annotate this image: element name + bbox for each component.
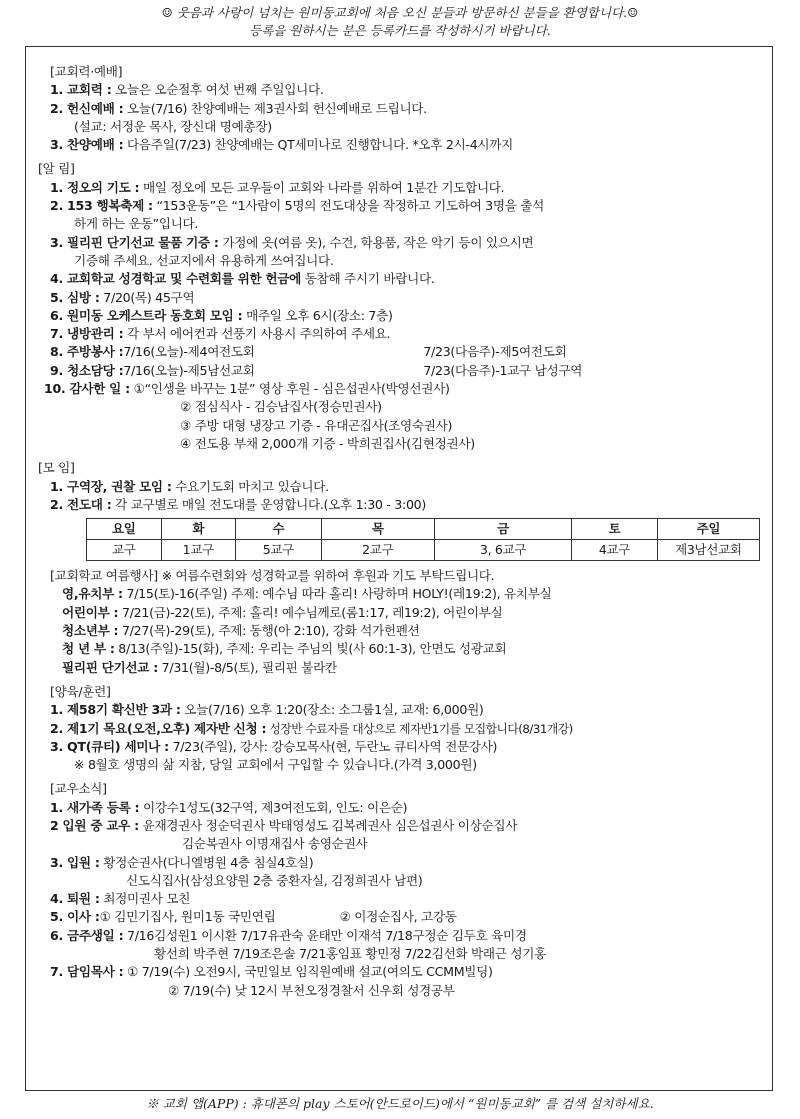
item-label: 필리핀 단기선교 : [62, 659, 158, 675]
table-cell: 교구 [87, 540, 162, 561]
item-text: 7/21(금)-22(토), 주제: 홀리! 예수님께로(롬1:17, 레19:2), 어린이부실 [118, 604, 503, 620]
item-label: 7. 담임목사 : [50, 964, 124, 980]
section-title: [모 임] [38, 460, 75, 476]
item-label: 8. 주방봉사 : [50, 344, 124, 360]
table-header-cell: 토 [572, 519, 658, 540]
item-label: 5. 이사 : [50, 909, 100, 925]
item-label: 영,유치부 : [62, 586, 123, 602]
item-text: 8/13(주일)-15(화), 주제: 우리는 주님의 빛(사 60:1-3), 안면도 성광교회 [114, 641, 507, 657]
thanks-line: ④ 전도용 부채 2,000개 기증 - 박희권집사(김현정권사) [180, 435, 475, 451]
item-text: 7/23(주일), 강사: 강승모목사(현, 두란노 큐티사역 전문강사) [168, 738, 498, 754]
item-text: 매일 정오에 모든 교우들이 교회와 나라를 위하여 1분간 기도합니다. [139, 179, 505, 195]
section-title: [교회학교 여름행사] [50, 568, 158, 584]
section-summer-events [50, 567, 760, 677]
section-calendar [50, 63, 760, 154]
item-label: 5. 심방 : [50, 289, 100, 305]
item-text: 동참해 주시기 바랍니다. [301, 271, 435, 287]
table-row [87, 540, 760, 561]
section-members [38, 780, 760, 1000]
item-cont: 김순복권사 이명재집사 송영순권사 [182, 836, 368, 852]
table-header-cell: 주일 [657, 519, 759, 540]
table-header-cell: 화 [161, 519, 236, 540]
item-text: “153운동”은 “1사람이 5명의 전도대상을 작정하고 기도하여 3명을 출석 [152, 198, 545, 214]
item-text: 다음주일(7/23) 찬양예배는 QT세미나로 진행합니다. *오후 2시-4시까지 [123, 137, 514, 153]
item-label: 청소년부 : [62, 623, 119, 639]
welcome-line: ☺ 웃음과 사랑이 넘치는 원미동교회에 처음 오신 분들과 방문하신 분들을 환영합니다.☺ [161, 5, 639, 20]
table-cell: 2교구 [321, 540, 434, 561]
item-text: 매주일 오후 6시(장소: 7층) [242, 307, 393, 323]
table-header-cell: 금 [434, 519, 571, 540]
item-label: 1. 구역장, 권찰 모임 : [50, 478, 172, 494]
section-note: ※ 여름수련회와 성경학교를 위하여 후원과 기도 부탁드립니다. [157, 568, 495, 584]
item-text: 오늘(7/16) 오후 1:20(장소: 소그룹1실, 교재: 6,000원) [180, 702, 484, 718]
table-header-cell: 요일 [87, 519, 162, 540]
item-text: 7/31(월)-8/5(토), 필리핀 불라칸 [157, 659, 337, 675]
item-text: 성장반 수료자를 대상으로 제자반1기를 모집합니다(8/31개강) [266, 721, 573, 736]
item-label: 10. 감사한 일 : [44, 381, 130, 397]
item-label: 1. 새가족 등록 : [50, 799, 140, 815]
item-label: 3. 입원 : [50, 854, 100, 870]
item-label: 2. 전도대 : [50, 496, 112, 512]
table-header-cell: 수 [236, 519, 322, 540]
item-text: 7/16(오늘)-제4여전도회 [123, 344, 255, 360]
item-label: 청 년 부 : [62, 641, 115, 657]
item-label: 1. 교회력 : [50, 82, 112, 98]
item-note: ※ 8월호 생명의 삶 지참, 당일 교회에서 구입할 수 있습니다.(가격 3,000원) [74, 757, 477, 773]
item-text: 오늘(7/16) 찬양예배는 제3권사회 헌신예배로 드립니다. [123, 100, 427, 116]
item-label: 6. 금주생일 : [50, 927, 124, 943]
item-cont: ② 7/19(수) 낮 12시 부천오정경찰서 신우회 성경공부 [168, 982, 455, 998]
table-cell: 3, 6교구 [434, 540, 571, 561]
item-sub: (설교: 서정운 목사, 장신대 명예총장) [74, 118, 272, 134]
item-label: 1. 제58기 확신반 3과 : [50, 702, 181, 718]
item-label: 3. 찬양예배 : [50, 137, 124, 153]
section-title: [교회력·예배] [50, 64, 123, 79]
item-text: ① 김민기집사, 원미1동 국민연립 [99, 909, 276, 925]
item-text: 7/23(다음주)-1교구 남성구역 [423, 362, 583, 378]
item-text: 7/20(목) 45구역 [99, 289, 195, 305]
item-label: 7. 냉방관리 : [50, 326, 124, 342]
table-cell: 1교구 [161, 540, 236, 561]
item-label: 어린이부 : [62, 604, 119, 620]
item-text: 7/16김성원1 이시환 7/17유관숙 윤태만 이재석 7/18구정순 김두호 육미경 [123, 927, 527, 943]
section-notices [38, 160, 760, 453]
thanks-line: ② 점심식사 - 김승남집사(정승민권사) [180, 399, 382, 415]
item-cont: 신도식집사(삼성요양원 2층 중환자실, 김정희권사 남편) [126, 872, 423, 888]
item-cont: 하게 하는 운동”입니다. [74, 216, 199, 232]
app-footer-note: ※ 교회 앱(APP) : 휴대폰의 play 스토어(안드로이드)에서 “원미동교회” 를 검색 설치하세요. [146, 1096, 654, 1111]
table-cell: 제3남선교회 [657, 540, 759, 561]
section-meetings [38, 459, 760, 561]
item-text: 윤재경권사 정순덕권사 박태영성도 김복례권사 심은섭권사 이상순집사 [138, 817, 518, 833]
item-text: 오늘은 오순절후 여섯 번째 주일입니다. [111, 82, 324, 98]
item-text: 이강수1성도(32구역, 제3여전도회, 인도: 이은순) [139, 799, 408, 815]
table-header-row [87, 519, 760, 540]
item-label: 2. 제1기 목요(오전,오후) 제자반 신청 : [50, 720, 267, 736]
item-text: 7/23(다음주)-제5여전도회 [423, 344, 567, 360]
item-label: 1. 정오의 기도 : [50, 179, 140, 195]
item-label: 2. 헌신예배 : [50, 100, 124, 116]
section-title: [양육/훈련] [50, 683, 111, 699]
item-label: 6. 원미동 오케스트라 동호회 모임 : [50, 307, 243, 323]
item-text: 수요기도회 마치고 있습니다. [171, 478, 329, 494]
item-cont: 기증해 주세요. 선교지에서 유용하게 쓰여집니다. [74, 252, 334, 268]
item-cont: 황선희 박주현 7/19조은솔 7/21홍임표 황민정 7/22김선화 박래근 성기홍 [154, 946, 546, 962]
item-text: 7/27(목)-29(토), 주제: 동행(아 2:10), 강화 석가헌펜션 [118, 623, 420, 639]
item-label: 2 입원 중 교우 : [50, 817, 139, 833]
item-text: 7/15(토)-16(주일) 주제: 예수님 따라 홀리! 사랑하며 HOLY!(레19:2), 유치부실 [122, 586, 552, 602]
item-text: 황정순권사(다니엘병원 4층 침실4호실) [99, 854, 314, 870]
bulletin-frame [25, 46, 773, 1091]
item-label: 4. 퇴원 : [50, 891, 100, 907]
item-text: ② 이정순집사, 고강동 [339, 909, 457, 925]
item-text: 각 교구별로 매일 전도대를 운영합니다.(오후 1:30 - 3:00) [111, 496, 426, 512]
registration-line: 등록을 원하시는 분은 등록카드를 작성하시기 바랍니다. [249, 23, 551, 38]
item-text: 7/16(오늘)-제5남선교회 [123, 362, 255, 378]
item-text: 최정미권사 모친 [99, 891, 191, 907]
table-cell: 4교구 [572, 540, 658, 561]
item-label: 3. 필리핀 단기선교 물품 기증 : [50, 234, 219, 250]
item-label: 9. 청소담당 : [50, 362, 124, 378]
item-label: 2. 153 행복축제 : [50, 198, 153, 214]
evangelism-schedule-table [86, 518, 760, 561]
item-text: ①“인생을 바꾸는 1분” 영상 후원 - 심은섭권사(박영선권사) [129, 381, 450, 397]
item-text: ① 7/19(수) 오전9시, 국민일보 임직원예배 설교(여의도 CCMM빌딩) [123, 964, 493, 980]
section-training [38, 683, 760, 774]
table-cell: 5교구 [236, 540, 322, 561]
table-header-cell: 목 [321, 519, 434, 540]
item-text: 가정에 옷(여름 옷), 수건, 학용품, 작은 악기 등이 있으시면 [218, 234, 534, 250]
item-label: 4. 교회학교 성경학교 및 수련회를 위한 헌금에 [50, 271, 302, 287]
welcome-header [0, 0, 800, 40]
section-title: [교우소식] [50, 781, 107, 797]
thanks-line: ③ 주방 대형 냉장고 기증 - 유대곤집사(조영숙권사) [180, 417, 453, 433]
section-title: [알 림] [38, 161, 75, 177]
item-label: 3. QT(큐티) 세미나 : [50, 738, 169, 754]
item-text: 각 부서 에어컨과 선풍기 사용시 주의하여 주세요. [123, 326, 391, 342]
